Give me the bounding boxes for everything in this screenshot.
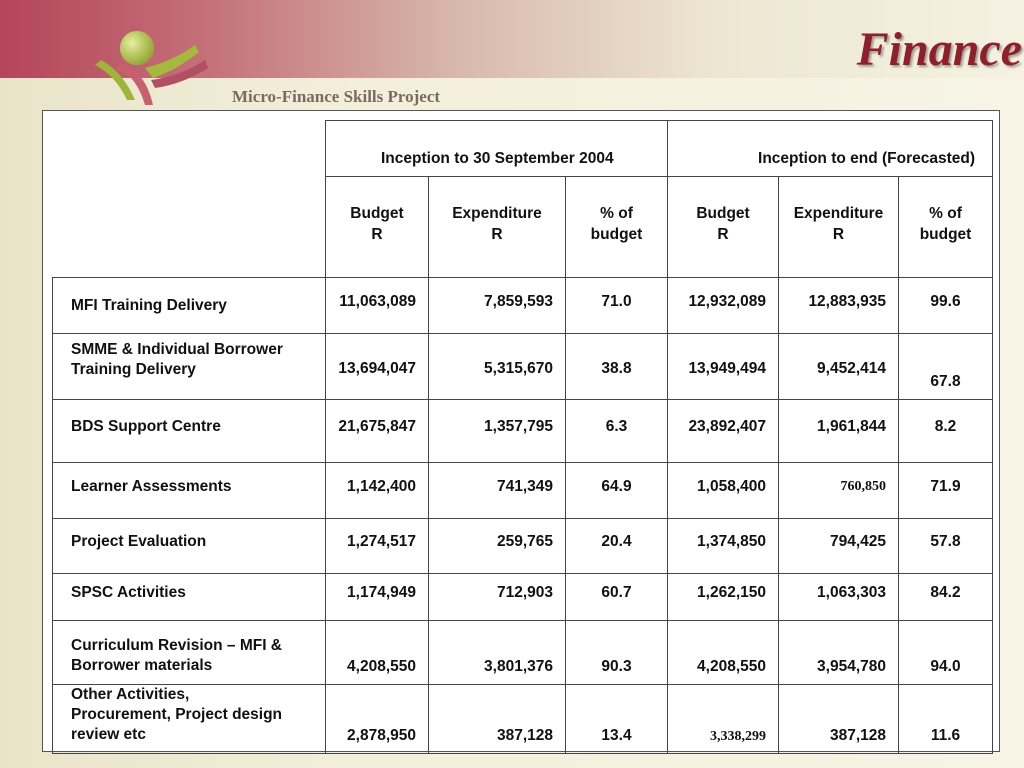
cell-value: 1,142,400 [326, 463, 429, 519]
table-row [53, 400, 993, 463]
cell-value: 6.3 [566, 400, 668, 463]
col-header-expenditure: Expenditure R [429, 177, 566, 278]
cell-value: 71.0 [566, 278, 668, 334]
cell-value: 67.8 [899, 334, 993, 400]
cell-value: 5,315,670 [429, 334, 566, 400]
col-header-expenditure-forecast: Expenditure R [779, 177, 899, 278]
cell-value: 1,063,303 [779, 574, 899, 621]
cell-value: 794,425 [779, 519, 899, 574]
cell-value: 23,892,407 [668, 400, 779, 463]
row-label: Learner Assessments [53, 463, 326, 519]
table-row [53, 519, 993, 574]
cell-value: 1,058,400 [668, 463, 779, 519]
row-label: SPSC Activities [53, 574, 326, 621]
row-label: BDS Support Centre [53, 400, 326, 463]
cell-value: 1,357,795 [429, 400, 566, 463]
cell-value: 13,694,047 [326, 334, 429, 400]
cell-value: 1,274,517 [326, 519, 429, 574]
row-label: Curriculum Revision – MFI & Borrower materials [53, 621, 326, 685]
table-row [53, 334, 993, 400]
cell-value: 387,128 [429, 685, 566, 754]
cell-value: 1,262,150 [668, 574, 779, 621]
finance-table [52, 120, 993, 754]
slide-title: Finance [856, 23, 1022, 76]
cell-value: 64.9 [566, 463, 668, 519]
cell-value: 99.6 [899, 278, 993, 334]
table-row [53, 574, 993, 621]
cell-value: 13.4 [566, 685, 668, 754]
cell-value: 11.6 [899, 685, 993, 754]
col-header-pct-budget-forecast: % of budget [899, 177, 993, 278]
cell-value: 71.9 [899, 463, 993, 519]
table-row [53, 278, 993, 334]
cell-value: 12,932,089 [668, 278, 779, 334]
cell-value: 1,961,844 [779, 400, 899, 463]
finance-table-panel [42, 110, 1000, 752]
cell-value: 3,801,376 [429, 621, 566, 685]
row-label: MFI Training Delivery [53, 278, 326, 334]
group-header-to-date: Inception to 30 September 2004 [326, 121, 668, 177]
cell-value: 1,374,850 [668, 519, 779, 574]
row-label: SMME & Individual Borrower Training Delivery [53, 334, 326, 400]
cell-value: 3,954,780 [779, 621, 899, 685]
cell-value: 7,859,593 [429, 278, 566, 334]
cell-value: 387,128 [779, 685, 899, 754]
cell-value: 60.7 [566, 574, 668, 621]
cell-value: 8.2 [899, 400, 993, 463]
table-row [53, 463, 993, 519]
cell-value: 9,452,414 [779, 334, 899, 400]
cell-value: 90.3 [566, 621, 668, 685]
cell-value: 84.2 [899, 574, 993, 621]
cell-value: 760,850 [779, 463, 899, 519]
row-label: Project Evaluation [53, 519, 326, 574]
cell-value: 4,208,550 [668, 621, 779, 685]
cell-value: 712,903 [429, 574, 566, 621]
cell-value: 11,063,089 [326, 278, 429, 334]
group-header-forecast: Inception to end (Forecasted) [668, 121, 993, 177]
col-header-budget: Budget R [326, 177, 429, 278]
col-header-pct-budget: % of budget [566, 177, 668, 278]
cell-value: 94.0 [899, 621, 993, 685]
table-row [53, 685, 993, 754]
cell-value: 741,349 [429, 463, 566, 519]
cell-value: 38.8 [566, 334, 668, 400]
organization-name: Micro-Finance Skills Project [232, 87, 441, 106]
cell-value: 2,878,950 [326, 685, 429, 754]
row-label: Other Activities, Procurement, Project design review etc [53, 685, 326, 754]
cell-value: 20.4 [566, 519, 668, 574]
cell-value: 57.8 [899, 519, 993, 574]
col-header-budget-forecast: Budget R [668, 177, 779, 278]
project-logo-icon [75, 20, 235, 120]
cell-value: 4,208,550 [326, 621, 429, 685]
cell-value: 3,338,299 [668, 685, 779, 754]
cell-value: 13,949,494 [668, 334, 779, 400]
cell-value: 21,675,847 [326, 400, 429, 463]
cell-value: 1,174,949 [326, 574, 429, 621]
cell-value: 12,883,935 [779, 278, 899, 334]
header-blank-cell [53, 121, 326, 278]
table-row [53, 621, 993, 685]
cell-value: 259,765 [429, 519, 566, 574]
